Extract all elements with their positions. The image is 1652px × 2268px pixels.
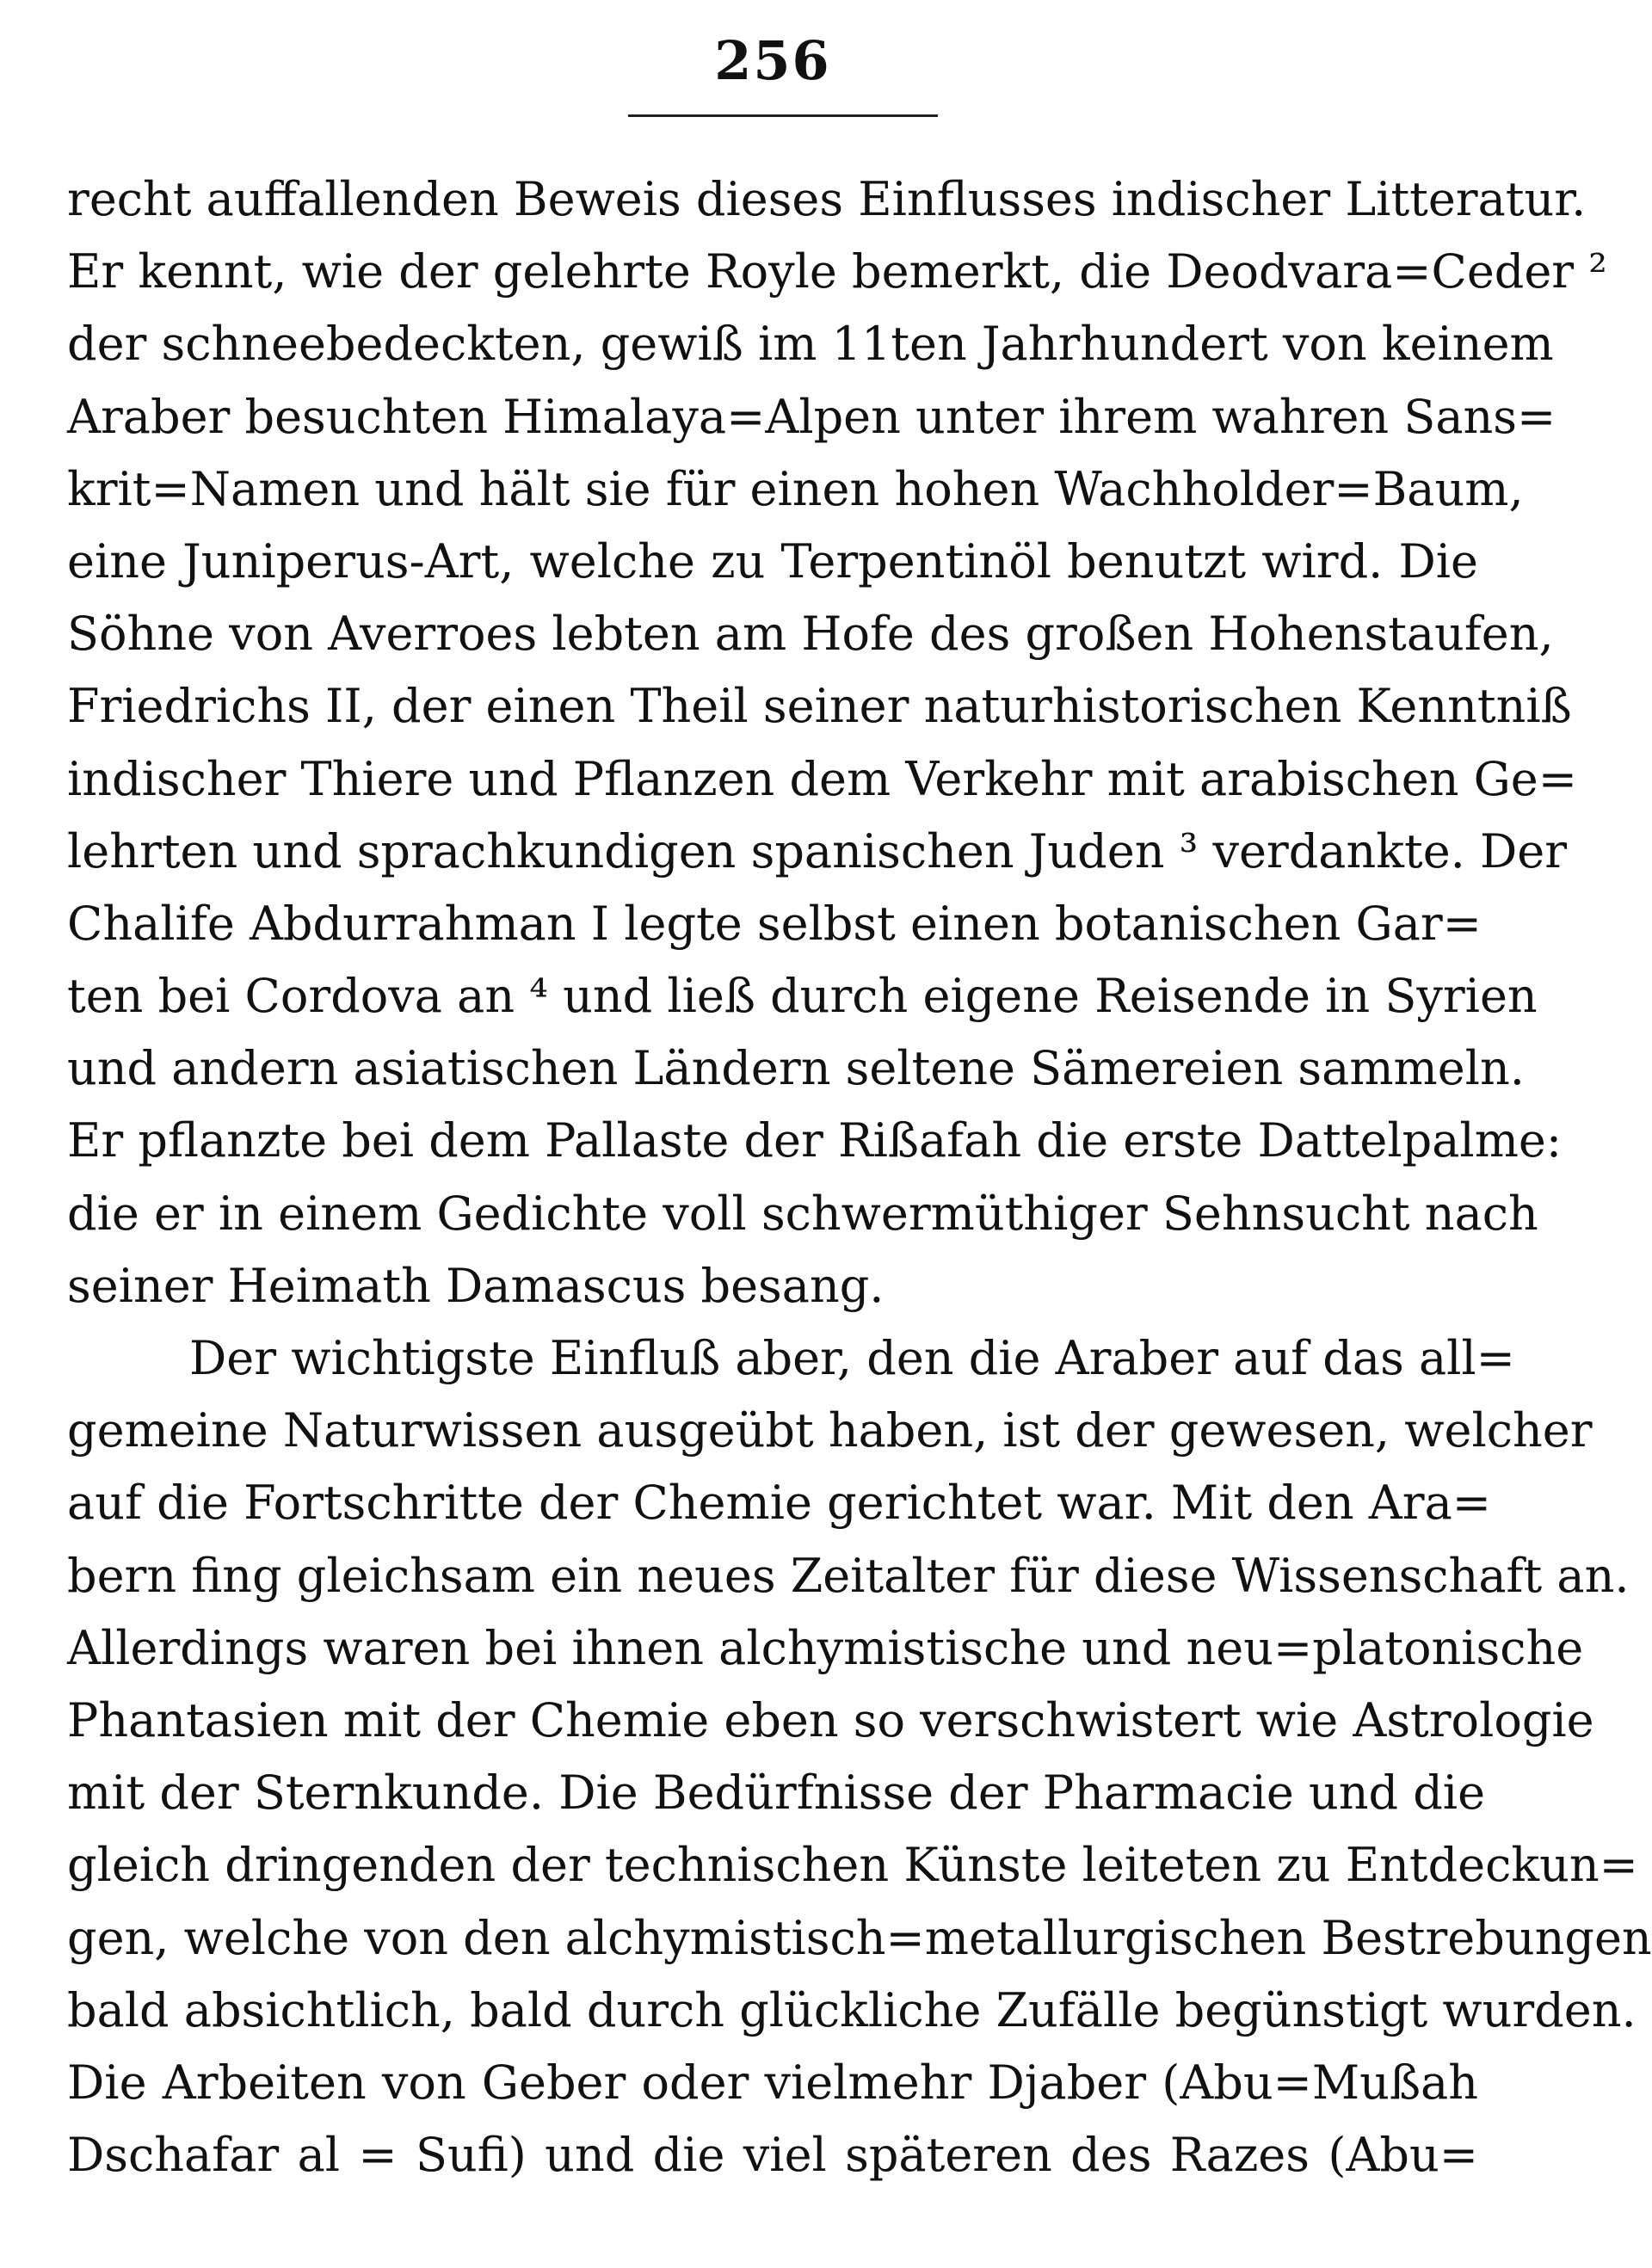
text-line: Allerdings waren bei ihnen alchymistische und neu=platonische xyxy=(67,1620,1584,1675)
text-line: lehrten und sprachkundigen spanischen Juden ³ verdankte. Der xyxy=(67,823,1568,878)
paragraph-first-line: Der wichtigste Einfluß aber, den die Araber auf das all= xyxy=(189,1331,1515,1385)
text-line: auf die Fortschritte der Chemie gerichtet war. Mit den Ara= xyxy=(67,1476,1492,1531)
text-line: gemeine Naturwissen ausgeübt haben, ist der gewesen, welcher xyxy=(67,1403,1593,1458)
text-line: Söhne von Averroes lebten am Hofe des großen Hohenstaufen, xyxy=(67,607,1554,662)
text-line: gen, welche von den alchymistisch=metallurgischen Bestrebungen xyxy=(67,1910,1652,1965)
page-number: 256 xyxy=(714,29,831,92)
text-line: der schneebedeckten, gewiß im 11ten Jahrhundert von keinem xyxy=(67,317,1554,372)
text-line: und andern asiatischen Ländern seltene Sämereien sammeln. xyxy=(67,1041,1525,1096)
text-line: mit der Sternkunde. Die Bedürfnisse der Pharmacie und die xyxy=(67,1766,1486,1821)
text-line: Araber besuchten Himalaya=Alpen unter ihrem wahren Sans= xyxy=(67,389,1556,444)
text-line: ten bei Cordova an ⁴ und ließ durch eigene Reisende in Syrien xyxy=(67,969,1538,1024)
text-line: gleich dringenden der technischen Künste leiteten zu Entdeckun= xyxy=(67,1838,1638,1893)
text-line: Chalife Abdurrahman I legte selbst einen botanischen Gar= xyxy=(67,896,1482,951)
text-line: bern fing gleichsam ein neues Zeitalter für diese Wissenschaft an. xyxy=(67,1548,1630,1603)
text-line: indischer Thiere und Pflanzen dem Verkehr mit arabischen Ge= xyxy=(67,751,1577,806)
text-line: eine Juniperus-Art, welche zu Terpentinöl benutzt wird. Die xyxy=(67,533,1478,589)
text-line: seiner Heimath Damascus besang. xyxy=(67,1258,885,1313)
text-line: Die Arbeiten von Geber oder vielmehr Djaber (Abu=Mußah xyxy=(67,2055,1478,2110)
text-line: Phantasien mit der Chemie eben so verschwistert wie Astrologie xyxy=(67,1692,1594,1747)
text-line: krit=Namen und hält sie für einen hohen Wachholder=Baum, xyxy=(67,461,1524,516)
text-line: Friedrichs II, der einen Theil seiner naturhistorischen Kenntniß xyxy=(67,679,1572,734)
text-line: die er in einem Gedichte voll schwermüthiger Sehnsucht nach xyxy=(67,1186,1538,1241)
text-line: Er kennt, wie der gelehrte Royle bemerkt, die Deodvara=Ceder ² xyxy=(67,244,1607,299)
text-line: recht auffallenden Beweis dieses Einflusses indischer Litteratur. xyxy=(67,172,1587,226)
text-line: Dschafar al = Sufi) und die viel späteren des Razes (Abu= xyxy=(67,2128,1478,2183)
text-line: bald absichtlich, bald durch glückliche Zufälle begünstigt wurden. xyxy=(67,1982,1637,2037)
header-rule xyxy=(628,114,938,117)
text-line: Er pflanzte bei dem Pallaste der Rißafah die erste Dattelpalme: xyxy=(67,1113,1563,1168)
body-text xyxy=(67,163,1652,2191)
